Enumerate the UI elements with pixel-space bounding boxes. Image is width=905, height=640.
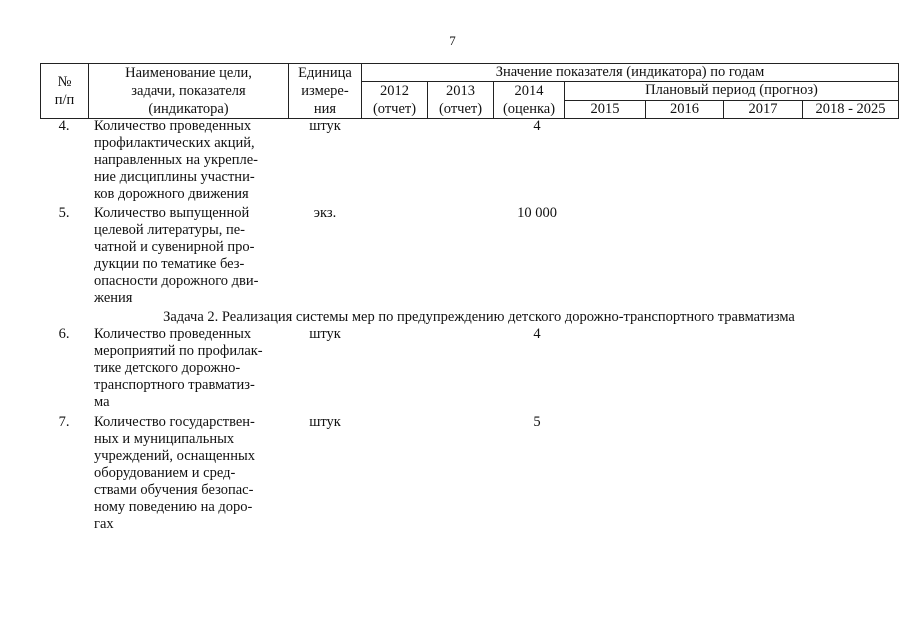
indicator-unit: штук bbox=[309, 414, 341, 430]
header-2013: 2013 (отчет) bbox=[428, 82, 494, 119]
value-2014: 4 bbox=[533, 326, 541, 342]
header-2017: 2017 bbox=[724, 100, 803, 119]
header-2015: 2015 bbox=[565, 100, 646, 119]
value-2014: 5 bbox=[533, 414, 541, 430]
page-number: 7 bbox=[449, 33, 456, 48]
header-plan-period: Плановый период (прогноз) bbox=[565, 82, 899, 101]
row-number: 6. bbox=[58, 326, 70, 342]
indicator-name: Количество выпущенной целевой литературы, пе- чатной и сувенирной про- дукции по тематике без- опасности дорожного дви- жения bbox=[94, 205, 259, 306]
header-values-group: Значение показателя (индикатора) по годам bbox=[362, 64, 899, 82]
task-heading: Задача 2. Реализация системы мер по предупреждению детского дорожно-транспортного травматизма bbox=[163, 309, 795, 325]
table-body bbox=[40, 118, 898, 534]
header-2012: 2012 (отчет) bbox=[362, 82, 428, 119]
indicator-unit: штук bbox=[309, 118, 341, 134]
header-num: № п/п bbox=[41, 64, 89, 119]
table-row bbox=[40, 118, 898, 205]
table-row bbox=[40, 414, 898, 534]
header-name: Наименование цели, задачи, показателя (индикатора) bbox=[89, 64, 289, 119]
header-2016: 2016 bbox=[646, 100, 724, 119]
indicator-unit: штук bbox=[309, 326, 341, 342]
indicator-name: Количество проведенных мероприятий по профилак- тике детского дорожно- транспортного травматиз- ма bbox=[94, 326, 263, 410]
row-number: 7. bbox=[58, 414, 70, 430]
indicator-table-header bbox=[40, 63, 899, 119]
header-2018-2025: 2018 - 2025 bbox=[803, 100, 899, 119]
table-row bbox=[40, 326, 898, 414]
indicator-unit: экз. bbox=[313, 205, 337, 221]
header-unit: Единица измере- ния bbox=[289, 64, 362, 119]
header-2014: 2014 (оценка) bbox=[494, 82, 565, 119]
row-number: 5. bbox=[58, 205, 70, 221]
row-number: 4. bbox=[58, 118, 70, 134]
indicator-name: Количество проведенных профилактических акций, направленных на укрепле- ние дисциплины участни- ков дорожного движения bbox=[94, 118, 258, 202]
value-2014: 4 bbox=[533, 118, 541, 134]
value-2014: 10 000 bbox=[517, 205, 557, 221]
indicator-name: Количество государствен- ных и муниципальных учреждений, оснащенных оборудованием и сред- ствами обучения безопас- ному поведению на доро- гах bbox=[94, 414, 255, 532]
table-row bbox=[40, 205, 898, 309]
